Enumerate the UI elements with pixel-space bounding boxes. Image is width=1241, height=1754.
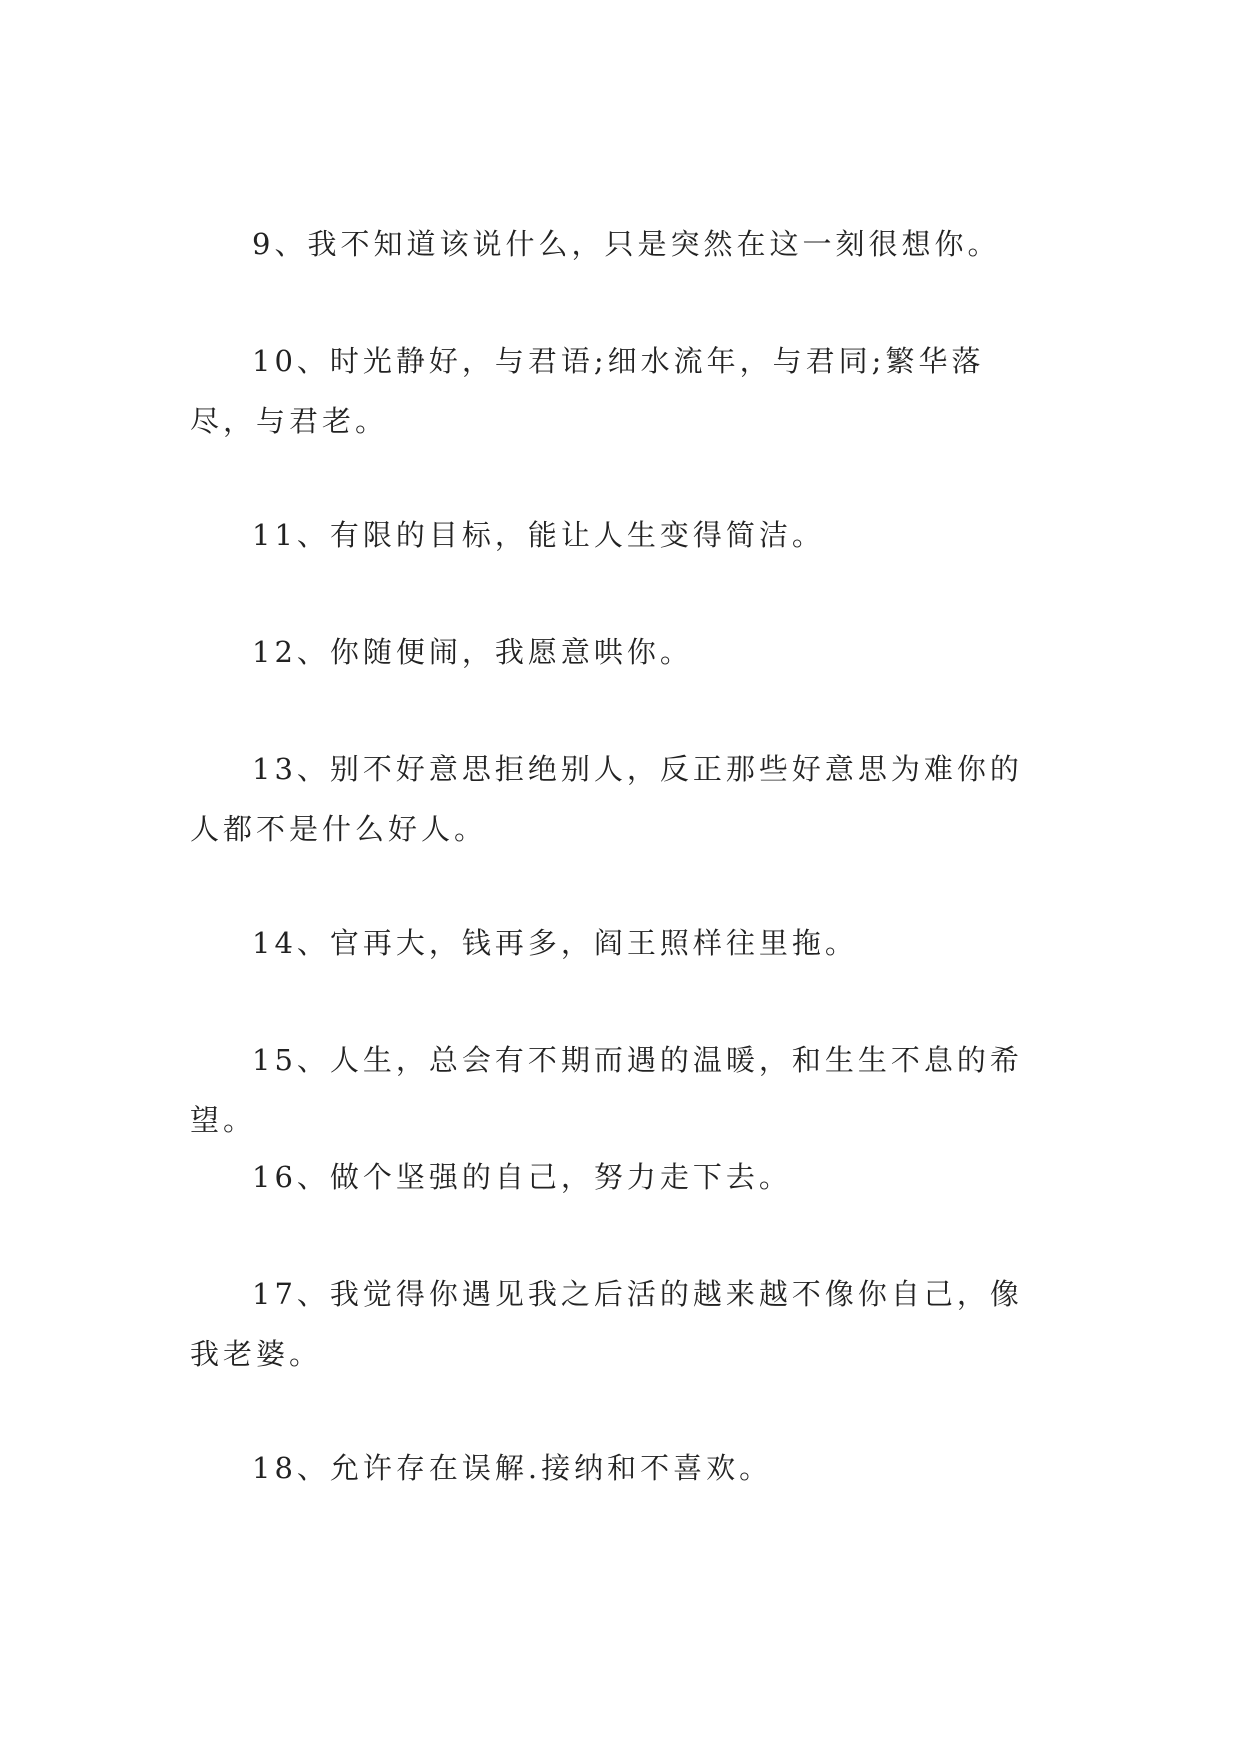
quote-entry-17: 17、我觉得你遇见我之后活的越来越不像你自己，像我老婆。 <box>190 1277 1023 1371</box>
quote-entry-16: 16、做个坚强的自己，努力走下去。 <box>252 1160 792 1194</box>
quote-entry-11: 11、有限的目标，能让人生变得简洁。 <box>252 518 825 552</box>
quote-entry-14: 14、官再大，钱再多，阎王照样往里拖。 <box>252 926 858 960</box>
quote-entry-18: 18、允许存在误解.接纳和不喜欢。 <box>252 1451 773 1485</box>
quote-entry-9: 9、我不知道该说什么，只是突然在这一刻很想你。 <box>252 227 1001 261</box>
quote-entry-15: 15、人生，总会有不期而遇的温暖，和生生不息的希望。 <box>190 1043 1023 1137</box>
quote-entry-13: 13、别不好意思拒绝别人，反正那些好意思为难你的人都不是什么好人。 <box>190 752 1023 846</box>
quote-entry-12: 12、你随便闹，我愿意哄你。 <box>252 635 693 669</box>
quote-entry-10: 10、时光静好，与君语;细水流年，与君同;繁华落尽，与君老。 <box>190 344 985 438</box>
